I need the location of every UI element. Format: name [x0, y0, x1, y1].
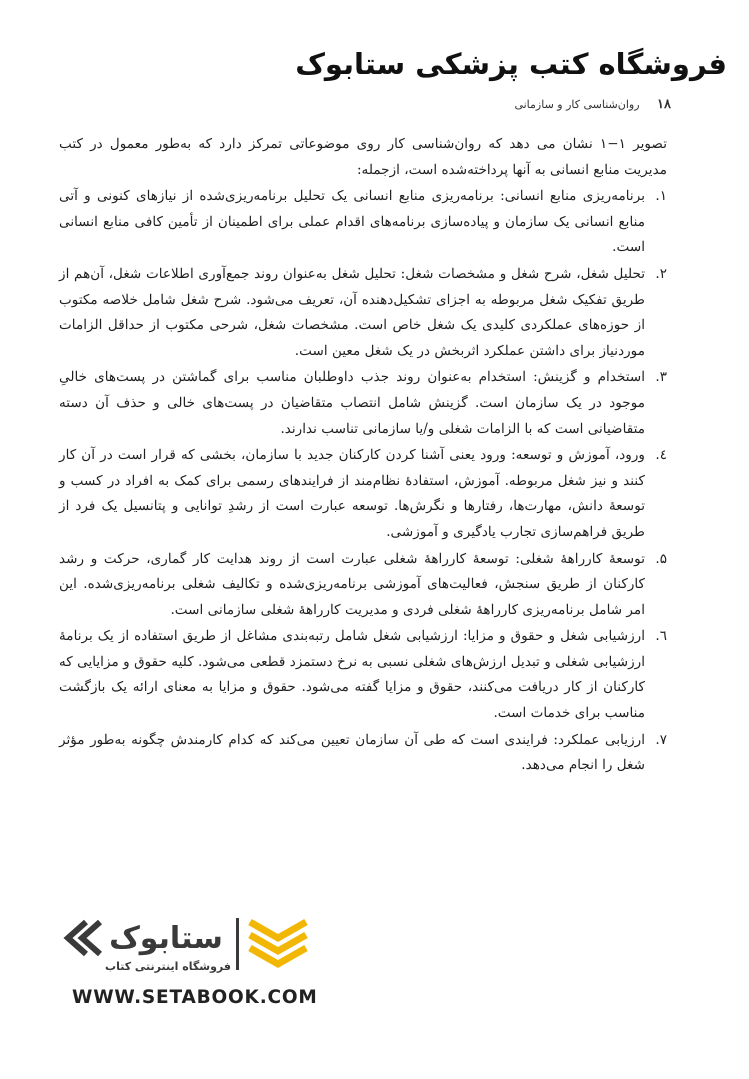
chevron-left-icon [68, 922, 100, 954]
list-item: ۵. توسعهٔ کارراههٔ شغلی: توسعهٔ کارراههٔ شغلی عبارت است از روند هدایت کار گماری، حرکت و رشد کارکنان از طریق سنجش، فعالیت‌های آموزشی برنامه‌ریزی‌شده و تکالیف شغلی برنامه‌ریزی‌شده. این امر شامل برنامه‌ریزی کارراههٔ شغلی فردی و مدیریت کارراههٔ شغلی سازمانی است. [59, 550, 667, 618]
running-head-title: روان‌شناسی کار و سازمانی [514, 98, 640, 111]
list-item: ٤. ورود، آموزش و توسعه: ورود یعنی آشنا کردن کارکنان جدید با سازمان، بخشی که قرار است در آن کار کنند و نیز شغل مربوطه. آموزش، استفادهٔ نظام‌مند از فرایندهای رسمی برای کمک به افراد در کسب و توسعهٔ دانش، مهارت‌ها، رفتارها و نگرش‌ها. توسعه عبارت است از رشدِ توانایی و پتانسیل یک فرد از طریق فراهم‌سازی تجارب یادگیری و آموزشی. [59, 447, 667, 540]
site-banner-title: فروشگاه کتب پزشکی ستابوک [295, 47, 727, 81]
setabook-logo [60, 908, 320, 978]
list-item: ۷. ارزیابی عملکرد: فرایندی است که طی آن سازمان تعیین می‌کند که کدام کارمندش چگونه به‌طور مؤثر شغل را انجام می‌دهد. [59, 731, 667, 774]
book-stack-icon [250, 922, 306, 964]
hr-topics-list [59, 184, 667, 779]
logo-wordmark: ستابوک [109, 921, 223, 956]
list-item: ۱. برنامه‌ریزی منابع انسانی: برنامه‌ریزی منابع انسانی یک تحلیل برنامه‌ریزی‌شده از نیازهای کنونی و آتی منابع انسانی یک سازمان و پیاده‌سازی برنامه‌های اقدام عملی برای اطمینان از تأمین کافی منابع انسانی است. [59, 188, 667, 256]
list-item: ۳. استخدام و گزینش: استخدام به‌عنوان روند جذب داوطلبان مناسب برای گماشتن در پست‌های خالیِ موجود در یک سازمان است. گزینش شامل انتصاب متقاضیان در پست‌های خالی و حذف آن دسته متقاضیانی است که با الزامات شغلی و/یا سازمانی تناسب ندارند. [59, 369, 667, 437]
page-number: ۱۸ [657, 97, 671, 112]
running-head [111, 96, 671, 114]
list-item: ۲. تحلیل شغل، شرح شغل و مشخصات شغل: تحلیل شغل به‌عنوان روند جمع‌آوری اطلاعات شغل، آن‌هم از طریق تفکیک شغل مربوطه به اجزای تشکیل‌دهنده آن، تعریف می‌شود. شرح شغل شامل خلاصه مکتوب از حوزه‌های عملکردی کلیدی یک شغل خاص است. مشخصات شغل، شرحی مکتوب از حداقل الزامات موردنیاز برای داشتن عملکرد اثربخش در یک شغل معین است. [59, 265, 667, 359]
list-item: ٦. ارزشیابی شغل و حقوق و مزایا: ارزشیابی شغل شامل رتبه‌بندی مشاغل از طریق استفاده از یک برنامهٔ ارزشیابی شغلی و تبدیل ارزش‌های شغلی نسبی به نرخ دستمزد قطعی می‌شود. کلیه حقوق و مزایایی که کارکنان از کار دریافت می‌کنند، حقوق و مزایا گفته می‌شود. حقوق و مزایا به معنای ارائه یک بازگشت مناسب برای خدمات است. [59, 628, 667, 722]
intro-paragraph: تصویر ۱−۱ نشان می دهد که روان‌شناسی کار روی موضوعاتی تمرکز دارد که به‌طور معمول در کتب مدیریت منابع انسانی به آنها پرداخته‌شده است، ازجمله: [59, 136, 668, 178]
logo-tagline: فروشگاه اینترنتی کتاب [105, 960, 231, 973]
page-body [59, 132, 667, 780]
site-url[interactable]: WWW.SETABOOK.COM [72, 987, 318, 1008]
logo-divider [236, 918, 239, 970]
